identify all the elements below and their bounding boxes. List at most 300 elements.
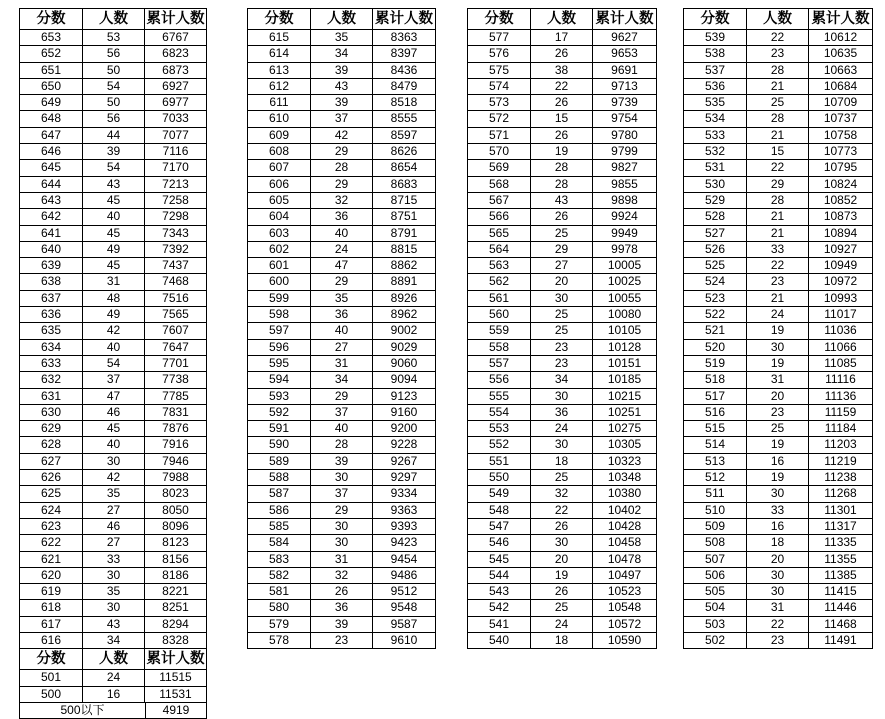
cumulative-cell: 8891 <box>372 274 435 289</box>
header-cumulative: 累计人数 <box>144 649 206 669</box>
table-row <box>684 355 872 371</box>
cumulative-cell: 9924 <box>592 209 656 224</box>
table-row <box>248 453 435 469</box>
count-cell: 17 <box>530 30 592 45</box>
count-cell: 46 <box>82 519 144 534</box>
cumulative-cell: 6927 <box>144 79 206 94</box>
cumulative-cell: 9898 <box>592 193 656 208</box>
table-row <box>684 453 872 469</box>
score-cell: 648 <box>40 111 62 126</box>
cumulative-cell: 10873 <box>808 209 872 224</box>
table-row <box>684 78 872 94</box>
table-row <box>468 583 656 599</box>
score-cell: 537 <box>704 62 726 77</box>
score-cell: 638 <box>40 274 62 289</box>
table-row <box>468 388 656 404</box>
table-row <box>468 306 656 322</box>
table-row <box>684 371 872 387</box>
cumulative-cell: 9334 <box>372 486 435 501</box>
table-row <box>684 469 872 485</box>
score-cell: 539 <box>704 30 726 44</box>
table-row <box>20 176 206 192</box>
count-cell: 46 <box>82 405 144 420</box>
count-cell: 26 <box>530 519 592 534</box>
score-cell: 506 <box>704 567 726 582</box>
table-row <box>684 551 872 567</box>
score-cell: 649 <box>40 95 62 110</box>
score-cell: 546 <box>488 535 510 550</box>
count-cell: 20 <box>530 274 592 289</box>
score-cell: 639 <box>40 258 62 273</box>
score-cell: 601 <box>268 258 290 273</box>
table-row <box>248 306 435 322</box>
score-cell: 620 <box>40 567 62 582</box>
score-cell: 642 <box>40 209 62 224</box>
count-cell: 45 <box>82 193 144 208</box>
score-cell: 535 <box>704 95 726 110</box>
count-cell: 37 <box>310 111 372 126</box>
cumulative-cell: 10080 <box>592 307 656 322</box>
score-cell: 522 <box>704 307 726 322</box>
cumulative-cell: 8363 <box>372 30 435 45</box>
table-row <box>468 45 656 61</box>
score-cell: 645 <box>40 160 62 175</box>
score-cell: 567 <box>488 192 510 207</box>
table-row <box>20 45 206 61</box>
cumulative-cell: 8626 <box>372 144 435 159</box>
table-row <box>468 208 656 224</box>
cumulative-cell: 11415 <box>808 584 872 599</box>
cumulative-cell: 9610 <box>372 633 435 648</box>
table-row <box>468 502 656 518</box>
table-row <box>248 404 435 420</box>
score-cell: 633 <box>40 355 62 370</box>
count-cell: 19 <box>746 470 808 485</box>
table-row <box>248 518 435 534</box>
count-cell: 54 <box>82 356 144 371</box>
table-row <box>468 420 656 436</box>
table-row <box>684 485 872 501</box>
score-cell: 536 <box>704 78 726 93</box>
count-cell: 42 <box>82 323 144 338</box>
table-row <box>20 241 206 257</box>
count-cell: 37 <box>310 486 372 501</box>
cumulative-cell: 8397 <box>372 46 435 61</box>
count-cell: 19 <box>530 144 592 159</box>
score-cell: 591 <box>268 421 290 436</box>
score-cell: 515 <box>704 421 726 436</box>
table-row <box>20 29 206 45</box>
table-row <box>20 78 206 94</box>
header-score: 分数 <box>36 651 66 668</box>
cumulative-cell: 7565 <box>144 307 206 322</box>
count-cell: 30 <box>746 486 808 501</box>
table-row <box>684 94 872 110</box>
count-cell: 25 <box>530 600 592 615</box>
count-cell: 30 <box>530 291 592 306</box>
cumulative-cell: 8815 <box>372 242 435 257</box>
score-cell: 545 <box>488 551 510 566</box>
cumulative-cell: 10548 <box>592 600 656 615</box>
score-cell: 581 <box>268 584 290 599</box>
table-row <box>20 583 206 599</box>
count-cell: 24 <box>530 617 592 632</box>
cumulative-cell: 11317 <box>808 519 872 534</box>
score-cell: 651 <box>40 62 62 77</box>
cumulative-cell: 10927 <box>808 242 872 257</box>
score-cell: 549 <box>488 486 510 501</box>
table-row <box>248 551 435 567</box>
table-row <box>468 110 656 126</box>
score-cell: 557 <box>488 355 510 370</box>
score-cell: 602 <box>268 241 290 256</box>
score-cell: 597 <box>268 323 290 338</box>
count-cell: 23 <box>746 46 808 61</box>
count-cell: 39 <box>310 454 372 469</box>
count-cell: 50 <box>82 63 144 78</box>
count-cell: 22 <box>530 503 592 518</box>
table-row <box>248 469 435 485</box>
table-row <box>20 502 206 518</box>
count-cell: 39 <box>82 144 144 159</box>
table-row <box>684 420 872 436</box>
cumulative-cell: 8654 <box>372 160 435 175</box>
count-cell: 33 <box>82 552 144 567</box>
cumulative-cell: 7988 <box>144 470 206 485</box>
table-row <box>20 632 206 648</box>
cumulative-cell: 10663 <box>808 63 872 78</box>
score-cell: 532 <box>704 144 726 159</box>
cumulative-cell: 7785 <box>144 389 206 404</box>
table-row <box>248 143 435 159</box>
table-row <box>468 94 656 110</box>
cumulative-cell: 6767 <box>144 30 206 45</box>
header-score: 分数 <box>484 11 514 27</box>
count-cell: 19 <box>746 323 808 338</box>
cumulative-cell: 9587 <box>372 617 435 632</box>
score-cell: 606 <box>268 176 290 191</box>
score-cell: 605 <box>268 192 290 207</box>
count-cell: 35 <box>310 291 372 306</box>
table-row <box>248 192 435 208</box>
count-cell: 25 <box>530 323 592 338</box>
count-cell: 39 <box>310 617 372 632</box>
cumulative-cell: 11446 <box>808 600 872 615</box>
count-cell: 45 <box>82 421 144 436</box>
count-cell: 28 <box>310 437 372 452</box>
header-cumulative: 累计人数 <box>372 9 435 29</box>
table-row <box>684 29 872 45</box>
score-cell: 634 <box>40 339 62 354</box>
count-cell: 18 <box>530 454 592 469</box>
count-cell: 44 <box>82 128 144 143</box>
count-cell: 40 <box>310 323 372 338</box>
table-row <box>20 404 206 420</box>
cumulative-cell: 11238 <box>808 470 872 485</box>
cumulative-cell: 9512 <box>372 584 435 599</box>
count-cell: 27 <box>82 535 144 550</box>
score-cell: 554 <box>488 404 510 419</box>
score-cell: 632 <box>40 372 62 387</box>
cumulative-cell: 9267 <box>372 454 435 469</box>
cumulative-cell: 10005 <box>592 258 656 273</box>
score-cell: 582 <box>268 567 290 582</box>
cumulative-cell: 9754 <box>592 111 656 126</box>
count-cell: 16 <box>746 454 808 469</box>
table-row <box>248 436 435 452</box>
score-cell: 623 <box>40 518 62 533</box>
header-row <box>20 9 206 29</box>
cumulative-cell: 10709 <box>808 95 872 110</box>
cumulative-cell: 10055 <box>592 291 656 306</box>
table-row <box>468 339 656 355</box>
table-row <box>20 257 206 273</box>
cumulative-cell: 10380 <box>592 486 656 501</box>
table-row <box>684 339 872 355</box>
table-row <box>684 632 872 648</box>
cumulative-cell: 10251 <box>592 405 656 420</box>
cumulative-cell: 9228 <box>372 437 435 452</box>
count-cell: 19 <box>746 437 808 452</box>
cumulative-cell: 9029 <box>372 340 435 355</box>
count-cell: 30 <box>746 584 808 599</box>
count-cell: 18 <box>746 535 808 550</box>
score-cell: 650 <box>40 78 62 93</box>
cumulative-cell: 8555 <box>372 111 435 126</box>
table-row <box>684 388 872 404</box>
cumulative-cell: 9855 <box>592 177 656 192</box>
score-cell: 584 <box>268 535 290 550</box>
table-row <box>468 273 656 289</box>
count-cell: 36 <box>310 209 372 224</box>
cumulative-cell: 11085 <box>808 356 872 371</box>
cumulative-cell: 7392 <box>144 242 206 257</box>
cumulative-cell: 9691 <box>592 63 656 78</box>
score-cell: 525 <box>704 258 726 273</box>
score-cell: 612 <box>268 78 290 93</box>
table-row <box>20 567 206 583</box>
table-row <box>20 110 206 126</box>
score-cell: 523 <box>704 290 726 305</box>
cumulative-cell: 9486 <box>372 568 435 583</box>
table-row <box>468 78 656 94</box>
score-cell: 504 <box>704 600 726 615</box>
cumulative-cell: 9739 <box>592 95 656 110</box>
score-cell: 526 <box>704 241 726 256</box>
score-cell: 653 <box>40 30 62 44</box>
below-500-row <box>20 702 206 718</box>
count-cell: 42 <box>310 128 372 143</box>
cumulative-cell: 9978 <box>592 242 656 257</box>
table-row <box>468 632 656 648</box>
score-cell: 615 <box>268 30 290 44</box>
score-cell: 507 <box>704 551 726 566</box>
cumulative-cell: 9123 <box>372 389 435 404</box>
cumulative-cell: 10151 <box>592 356 656 371</box>
score-cell: 630 <box>40 404 62 419</box>
table-row <box>248 94 435 110</box>
count-cell: 49 <box>82 307 144 322</box>
score-cell: 508 <box>704 535 726 550</box>
count-cell: 25 <box>530 307 592 322</box>
count-cell: 42 <box>82 470 144 485</box>
header-count: 人数 <box>530 9 592 29</box>
header-score: 分数 <box>700 11 730 27</box>
table-row <box>684 143 872 159</box>
table-row <box>20 686 206 702</box>
table-row <box>468 485 656 501</box>
cumulative-cell: 7033 <box>144 111 206 126</box>
score-cell: 587 <box>268 486 290 501</box>
score-cell: 621 <box>40 551 62 566</box>
cumulative-cell: 9780 <box>592 128 656 143</box>
table-row <box>248 290 435 306</box>
count-cell: 54 <box>82 160 144 175</box>
table-row <box>20 273 206 289</box>
table-row <box>20 159 206 175</box>
cumulative-cell: 7916 <box>144 437 206 452</box>
table-row <box>20 599 206 615</box>
count-cell: 19 <box>746 356 808 371</box>
count-cell: 36 <box>530 405 592 420</box>
count-cell: 18 <box>530 633 592 648</box>
score-cell: 527 <box>704 225 726 240</box>
count-cell: 54 <box>82 79 144 94</box>
header-score: 分数 <box>264 11 294 27</box>
header-cumulative: 累计人数 <box>808 9 872 29</box>
table-row <box>248 257 435 273</box>
table-row <box>20 669 206 685</box>
cumulative-cell: 10758 <box>808 128 872 143</box>
count-cell: 31 <box>746 372 808 387</box>
score-table-3 <box>467 8 657 649</box>
cumulative-cell: 11136 <box>808 389 872 404</box>
cumulative-cell: 11017 <box>808 307 872 322</box>
table-row <box>20 355 206 371</box>
table-row <box>684 436 872 452</box>
count-cell: 24 <box>310 242 372 257</box>
table-row <box>468 127 656 143</box>
table-row <box>468 534 656 550</box>
cumulative-cell: 9949 <box>592 226 656 241</box>
count-cell: 30 <box>530 535 592 550</box>
table-row <box>684 159 872 175</box>
cumulative-cell: 9060 <box>372 356 435 371</box>
count-cell: 23 <box>746 405 808 420</box>
table-row <box>684 534 872 550</box>
table-row <box>248 420 435 436</box>
score-cell: 517 <box>704 388 726 403</box>
score-cell: 619 <box>40 584 62 599</box>
count-cell: 15 <box>530 111 592 126</box>
count-cell: 23 <box>530 356 592 371</box>
table-row <box>468 567 656 583</box>
cumulative-cell: 11301 <box>808 503 872 518</box>
score-cell: 617 <box>40 616 62 631</box>
cumulative-cell: 9094 <box>372 372 435 387</box>
count-cell: 31 <box>82 274 144 289</box>
score-cell: 510 <box>704 502 726 517</box>
table-row <box>248 502 435 518</box>
cumulative-cell: 8597 <box>372 128 435 143</box>
count-cell: 23 <box>746 274 808 289</box>
cumulative-cell: 7831 <box>144 405 206 420</box>
score-cell: 592 <box>268 404 290 419</box>
score-cell: 561 <box>488 290 510 305</box>
score-cell: 528 <box>704 209 726 224</box>
table-row <box>248 208 435 224</box>
count-cell: 40 <box>82 209 144 224</box>
table-row <box>684 273 872 289</box>
table-row <box>248 45 435 61</box>
score-cell: 524 <box>704 274 726 289</box>
score-cell: 564 <box>488 241 510 256</box>
score-cell: 520 <box>704 339 726 354</box>
cumulative-cell: 7701 <box>144 356 206 371</box>
score-cell: 568 <box>488 176 510 191</box>
cumulative-cell: 10428 <box>592 519 656 534</box>
count-cell: 28 <box>746 193 808 208</box>
header-count: 人数 <box>310 9 372 29</box>
count-cell: 32 <box>310 568 372 583</box>
count-cell: 36 <box>310 307 372 322</box>
score-cell: 579 <box>268 616 290 631</box>
table-row <box>684 583 872 599</box>
cumulative-cell: 10305 <box>592 437 656 452</box>
cumulative-cell: 9297 <box>372 470 435 485</box>
table-row <box>20 225 206 241</box>
count-cell: 27 <box>530 258 592 273</box>
score-cell: 534 <box>704 111 726 126</box>
cumulative-cell: 10824 <box>808 177 872 192</box>
cumulative-cell: 11116 <box>808 372 872 387</box>
count-cell: 34 <box>310 372 372 387</box>
cumulative-cell: 7343 <box>144 226 206 241</box>
count-cell: 29 <box>310 389 372 404</box>
table-row <box>248 127 435 143</box>
cumulative-cell: 6823 <box>144 46 206 61</box>
table-row <box>248 159 435 175</box>
score-cell: 643 <box>40 192 62 207</box>
score-cell: 627 <box>40 453 62 468</box>
table-row <box>468 518 656 534</box>
score-table-1 <box>19 8 207 719</box>
count-cell: 22 <box>530 79 592 94</box>
score-cell: 647 <box>40 127 62 142</box>
cumulative-cell: 8683 <box>372 177 435 192</box>
header-cumulative: 累计人数 <box>144 9 206 29</box>
count-cell: 29 <box>310 177 372 192</box>
cumulative-cell: 10894 <box>808 226 872 241</box>
table-row <box>20 420 206 436</box>
table-row <box>248 567 435 583</box>
count-cell: 43 <box>530 193 592 208</box>
table-row <box>20 290 206 306</box>
header-row <box>684 9 872 29</box>
table-row <box>468 143 656 159</box>
cumulative-cell: 10795 <box>808 160 872 175</box>
cumulative-cell: 8050 <box>144 503 206 518</box>
score-cell: 500 <box>40 686 62 701</box>
count-cell: 20 <box>530 552 592 567</box>
cumulative-cell: 10478 <box>592 552 656 567</box>
score-cell: 613 <box>268 62 290 77</box>
cumulative-cell: 9454 <box>372 552 435 567</box>
table-row <box>20 94 206 110</box>
cumulative-cell: 9160 <box>372 405 435 420</box>
count-cell: 37 <box>82 372 144 387</box>
cumulative-cell: 11491 <box>808 633 872 648</box>
